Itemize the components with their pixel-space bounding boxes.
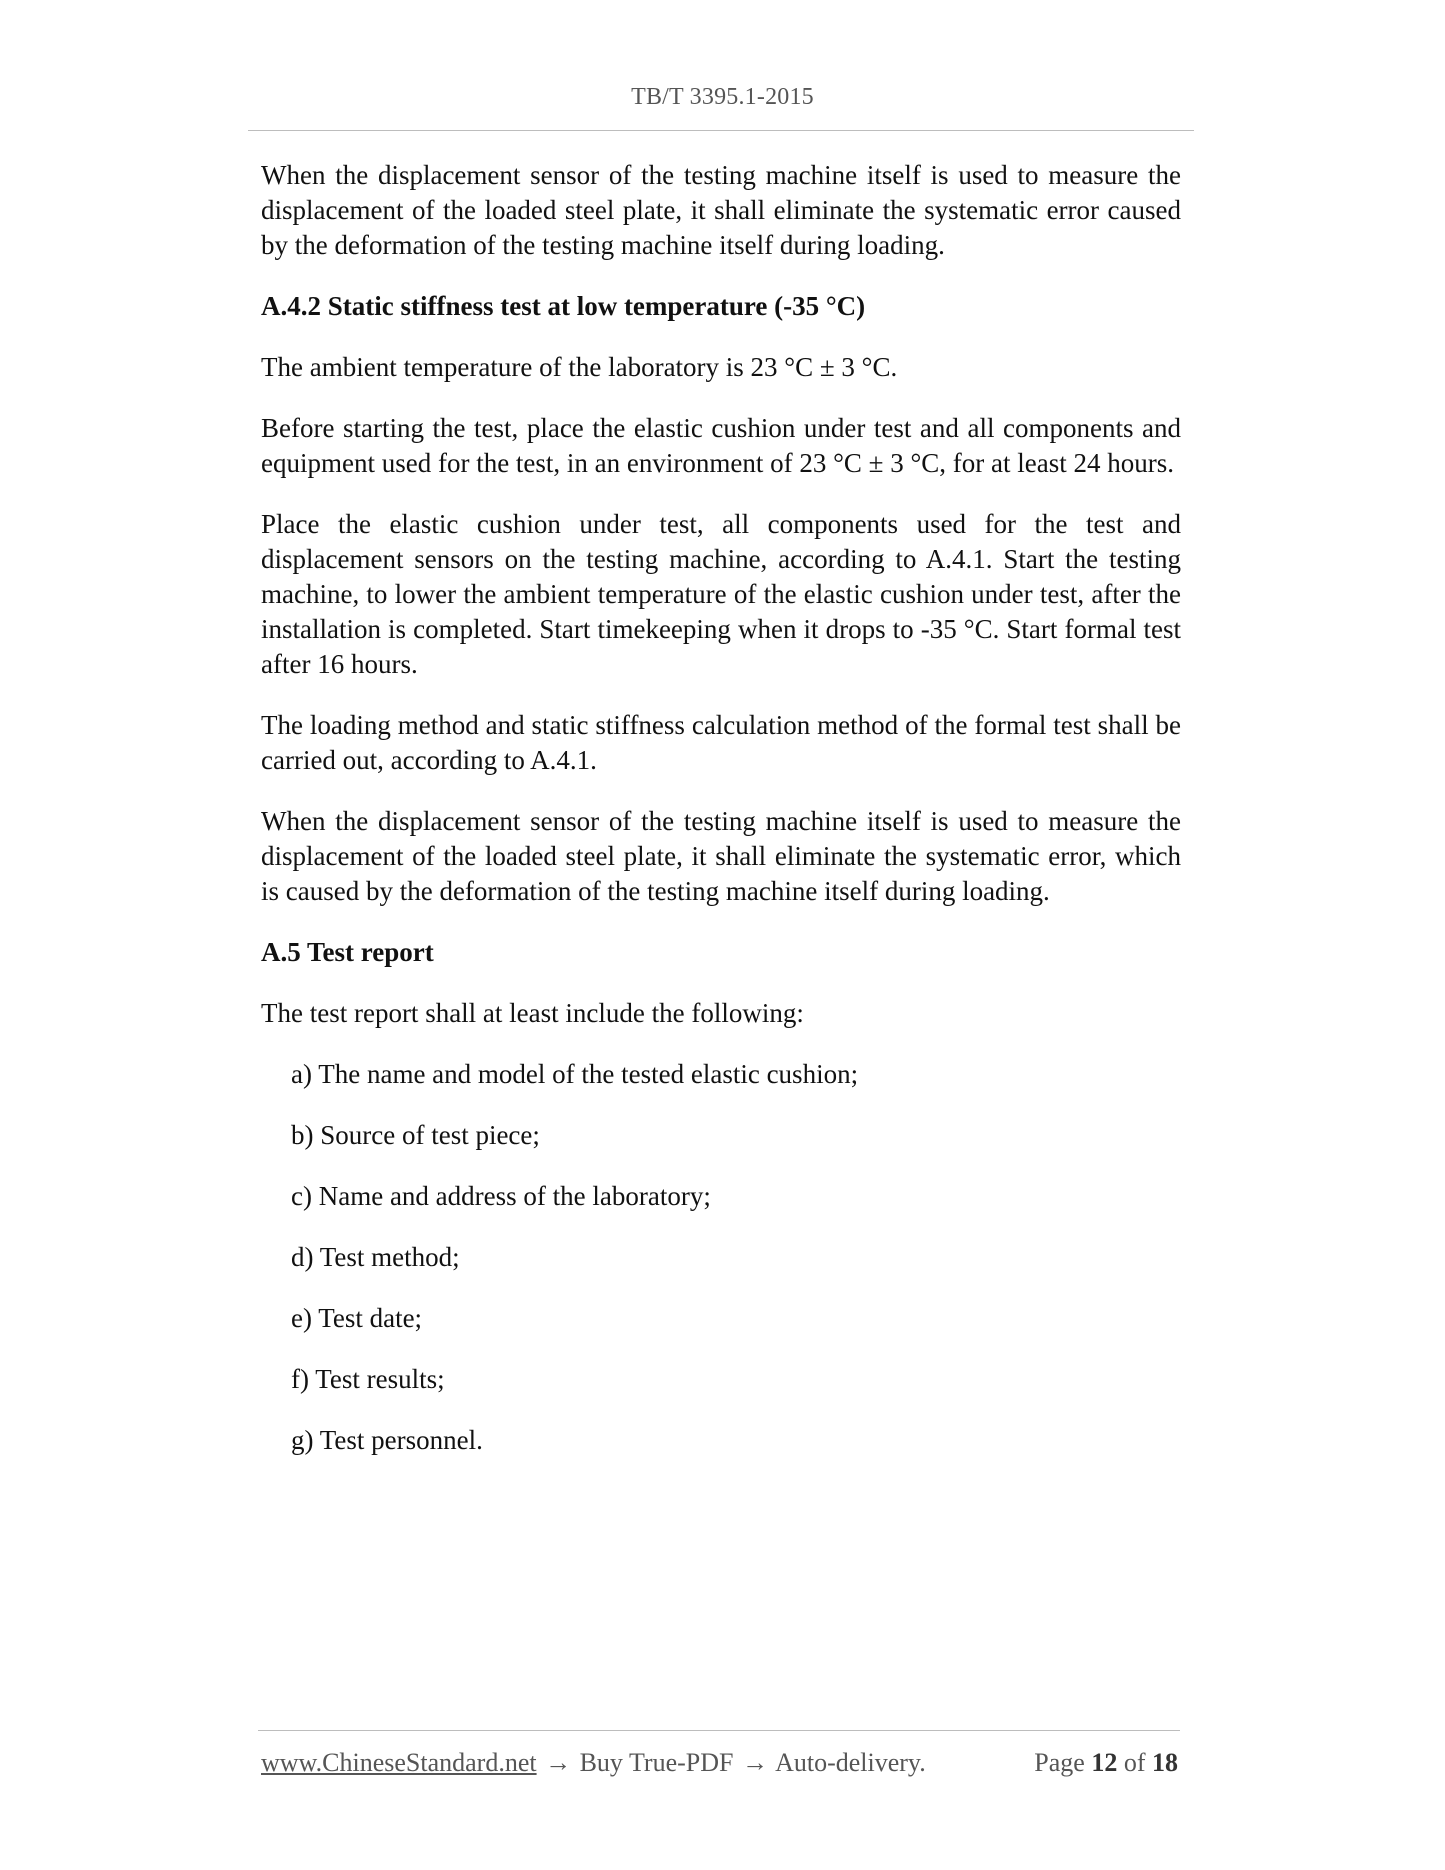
list-item: e) Test date;	[291, 1303, 423, 1333]
section-heading-a42: A.4.2 Static stiffness test at low temperature (-35 °C)	[261, 291, 866, 321]
auto-delivery-text: Auto-delivery.	[775, 1748, 926, 1777]
footer-links	[261, 1748, 926, 1778]
list-item: b) Source of test piece;	[291, 1120, 540, 1150]
paragraph-ambient-temperature: The ambient temperature of the laboratory is 23 °C ± 3 °C.	[261, 352, 898, 382]
buy-pdf-text: Buy True-PDF	[579, 1748, 734, 1777]
website-link[interactable]: www.ChineseStandard.net	[261, 1748, 537, 1777]
list-item: c) Name and address of the laboratory;	[291, 1181, 711, 1211]
header-divider	[248, 130, 1194, 131]
paragraph-displacement-error-2: When the displacement sensor of the testing machine itself is used to measure the displacement of the loaded steel plate, it shall eliminate the systematic error, which is caused by the deformation of the testing machine itself during loading.	[261, 806, 1181, 906]
page-indicator	[1034, 1748, 1178, 1778]
paragraph-loading-method: The loading method and static stiffness calculation method of the formal test shall be carried out, according to A.4.1.	[261, 710, 1181, 775]
page-total: 18	[1152, 1748, 1178, 1777]
paragraph-displacement-error-1: When the displacement sensor of the testing machine itself is used to measure the displacement of the loaded steel plate, it shall eliminate the systematic error caused by the deformation of the testing machine itself during loading.	[261, 160, 1181, 260]
paragraph-placement: Place the elastic cushion under test, all components used for the test and displacement sensors on the testing machine, according to A.4.1. Start the testing machine, to lower the ambient temperature of the elastic cushion under test, after the installation is completed. Start timekeeping when it drops to -35 °C. Start formal test after 16 hours.	[261, 509, 1181, 679]
arrow-right-icon: →	[742, 1748, 768, 1777]
list-item: a) The name and model of the tested elastic cushion;	[291, 1059, 859, 1089]
of-label: of	[1123, 1748, 1146, 1777]
arrow-right-icon: →	[545, 1748, 572, 1777]
list-item: f) Test results;	[291, 1364, 445, 1394]
paragraph-before-test: Before starting the test, place the elastic cushion under test and all components and equipment used for the test, in an environment of 23 °C ± 3 °C, for at least 24 hours.	[261, 413, 1181, 478]
list-item: d) Test method;	[291, 1242, 460, 1272]
section-heading-a5: A.5 Test report	[261, 937, 434, 967]
paragraph-report-intro: The test report shall at least include the following:	[261, 998, 804, 1028]
page-header-title: TB/T 3395.1-2015	[631, 84, 814, 110]
list-item: g) Test personnel.	[291, 1425, 483, 1455]
report-items-list	[261, 1057, 1181, 1458]
page-current: 12	[1091, 1748, 1118, 1777]
page-label: Page	[1034, 1748, 1085, 1777]
footer-divider	[258, 1730, 1180, 1731]
document-body	[261, 158, 1181, 1484]
